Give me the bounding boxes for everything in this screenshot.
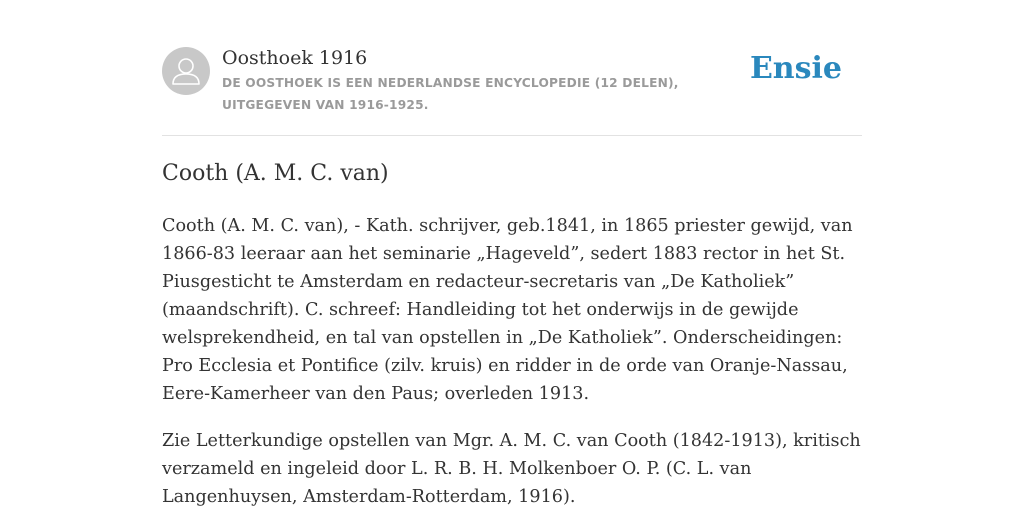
article-paragraph: Zie Letterkundige opstellen van Mgr. A. M. C. van Cooth (1842-1913), kritisch verzameld en ingeleid door L. R. B. H. Molkenboer O. P. (C. L. van Langenhuysen, Amsterdam-Rotterdam, 1916). — [162, 431, 861, 507]
article-body — [162, 212, 862, 512]
person-outline-icon — [162, 47, 210, 95]
user-avatar-icon[interactable] — [162, 47, 210, 95]
author-header — [162, 0, 862, 136]
ensie-logo[interactable]: Ensie — [749, 51, 842, 86]
page-container — [162, 0, 862, 507]
author-name[interactable]: Oosthoek 1916 — [222, 47, 368, 69]
author-description: DE OOSTHOEK IS EEN NEDERLANDSE ENCYCLOPEDIE (12 DELEN), UITGEGEVEN VAN 1916-1925. — [222, 76, 679, 112]
article-title: Cooth (A. M. C. van) — [162, 161, 389, 186]
article-paragraph: Cooth (A. M. C. van), - Kath. schrijver, geb.1841, in 1865 priester gewijd, van 1866-83 leeraar aan het seminarie „Hageveld”, sedert 1883 rector in het St. Piusgesticht te Amsterdam en redacteur-secretaris van „De Katholiek” (maandschrift). C. schreef: Handleiding tot het onderwijs in de gewijde welsprekendheid, en tal van opstellen in „De Katholiek”. Onderscheidingen: Pro Ecclesia et Pontifice (zilv. kruis) en ridder in de orde van Oranje-Nassau, Eere-Kamerheer van den Paus; overleden 1913. — [162, 216, 853, 404]
